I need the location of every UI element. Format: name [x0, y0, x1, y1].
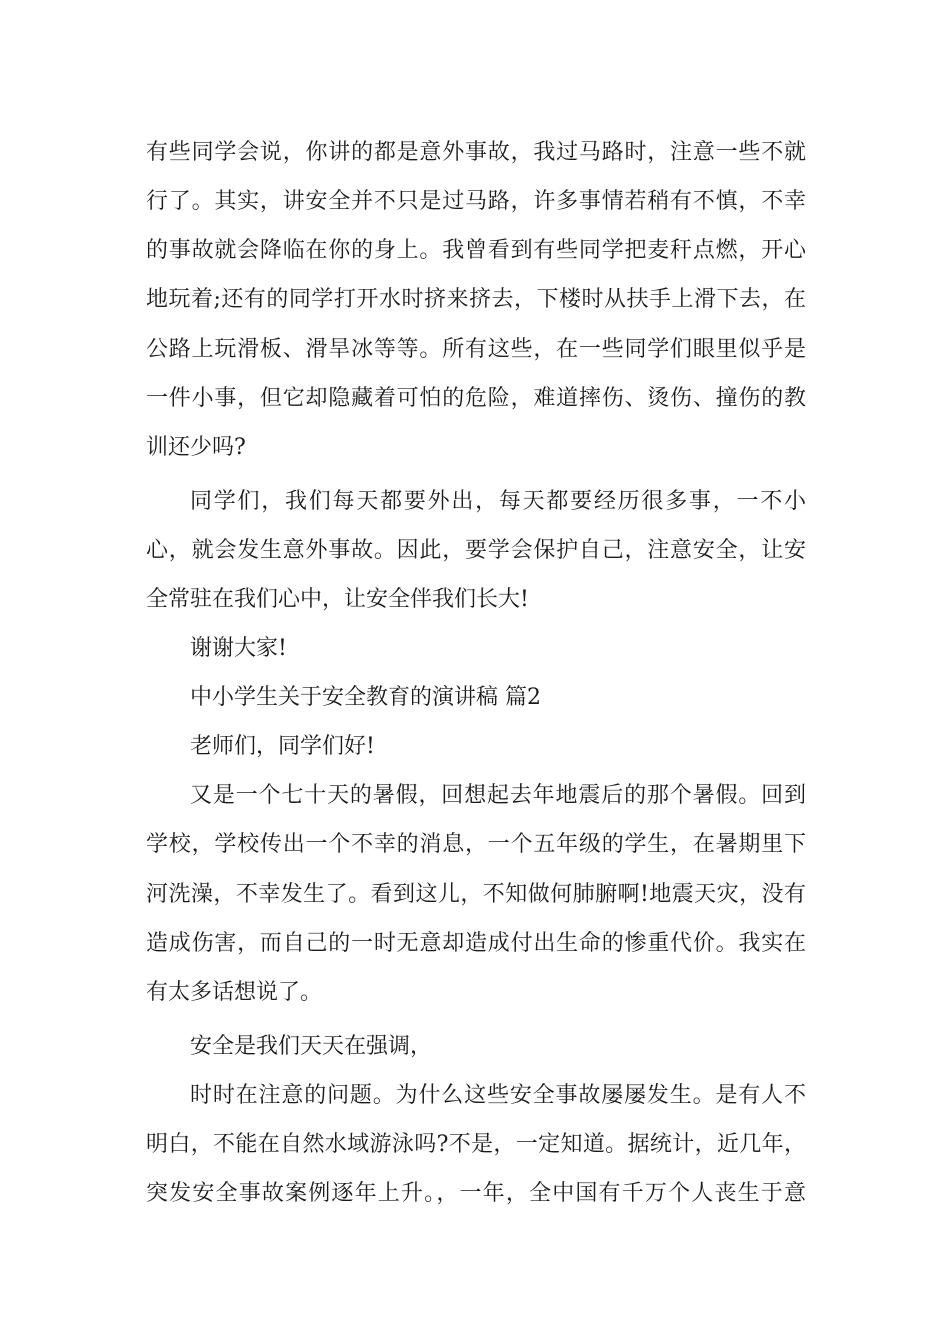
paragraph-line: 安全是我们天天在强调，	[190, 1034, 433, 1059]
closing-thanks: 谢谢大家!	[190, 636, 287, 661]
paragraph-line: 学校，学校传出一个不幸的消息，一个五年级的学生，在暑期里下	[146, 832, 806, 857]
paragraph-line: 突发安全事故案例逐年上升。，一年，全中国有千万个人丧生于意	[146, 1181, 806, 1206]
paragraph-line: 有太多话想说了。	[146, 980, 323, 1005]
paragraph-line: 河洗澡，不幸发生了。看到这儿，不知做何肺腑啊!地震天灾，没有	[146, 882, 806, 907]
paragraph-line: 又是一个七十天的暑假，回想起去年地震后的那个暑假。回到	[190, 783, 806, 808]
greeting: 老师们，同学们好!	[190, 734, 375, 759]
paragraph-line: 同学们，我们每天都要外出，每天都要经历很多事，一不小	[190, 489, 806, 514]
paragraph-line: 的事故就会降临在你的身上。我曾看到有些同学把麦秆点燃，开心	[146, 238, 806, 263]
paragraph-line: 训还少吗?	[146, 435, 246, 460]
paragraph-line: 行了。其实，讲安全并不只是过马路，许多事情若稍有不慎，不幸	[146, 189, 806, 214]
section-heading: 中小学生关于安全教育的演讲稿 篇2	[190, 685, 541, 710]
paragraph-line: 明白，不能在自然水域游泳吗?不是，一定知道。据统计，近几年，	[146, 1132, 806, 1157]
paragraph-line: 心，就会发生意外事故。因此，要学会保护自己，注意安全，让安	[146, 538, 806, 563]
paragraph-line: 地玩着;还有的同学打开水时挤来挤去，下楼时从扶手上滑下去，在	[146, 287, 806, 312]
paragraph-line: 一件小事，但它却隐藏着可怕的危险，难道摔伤、烫伤、撞伤的教	[146, 386, 806, 411]
paragraph-line: 时时在注意的问题。为什么这些安全事故屡屡发生。是有人不	[190, 1083, 806, 1108]
paragraph-line: 全常驻在我们心中，让安全伴我们长大!	[146, 587, 529, 612]
paragraph-line: 有些同学会说，你讲的都是意外事故，我过马路时，注意一些不就	[146, 140, 806, 165]
paragraph-line: 造成伤害，而自己的一时无意却造成付出生命的惨重代价。我实在	[146, 931, 806, 956]
paragraph-line: 公路上玩滑板、滑旱冰等等。所有这些，在一些同学们眼里似乎是	[146, 337, 806, 362]
